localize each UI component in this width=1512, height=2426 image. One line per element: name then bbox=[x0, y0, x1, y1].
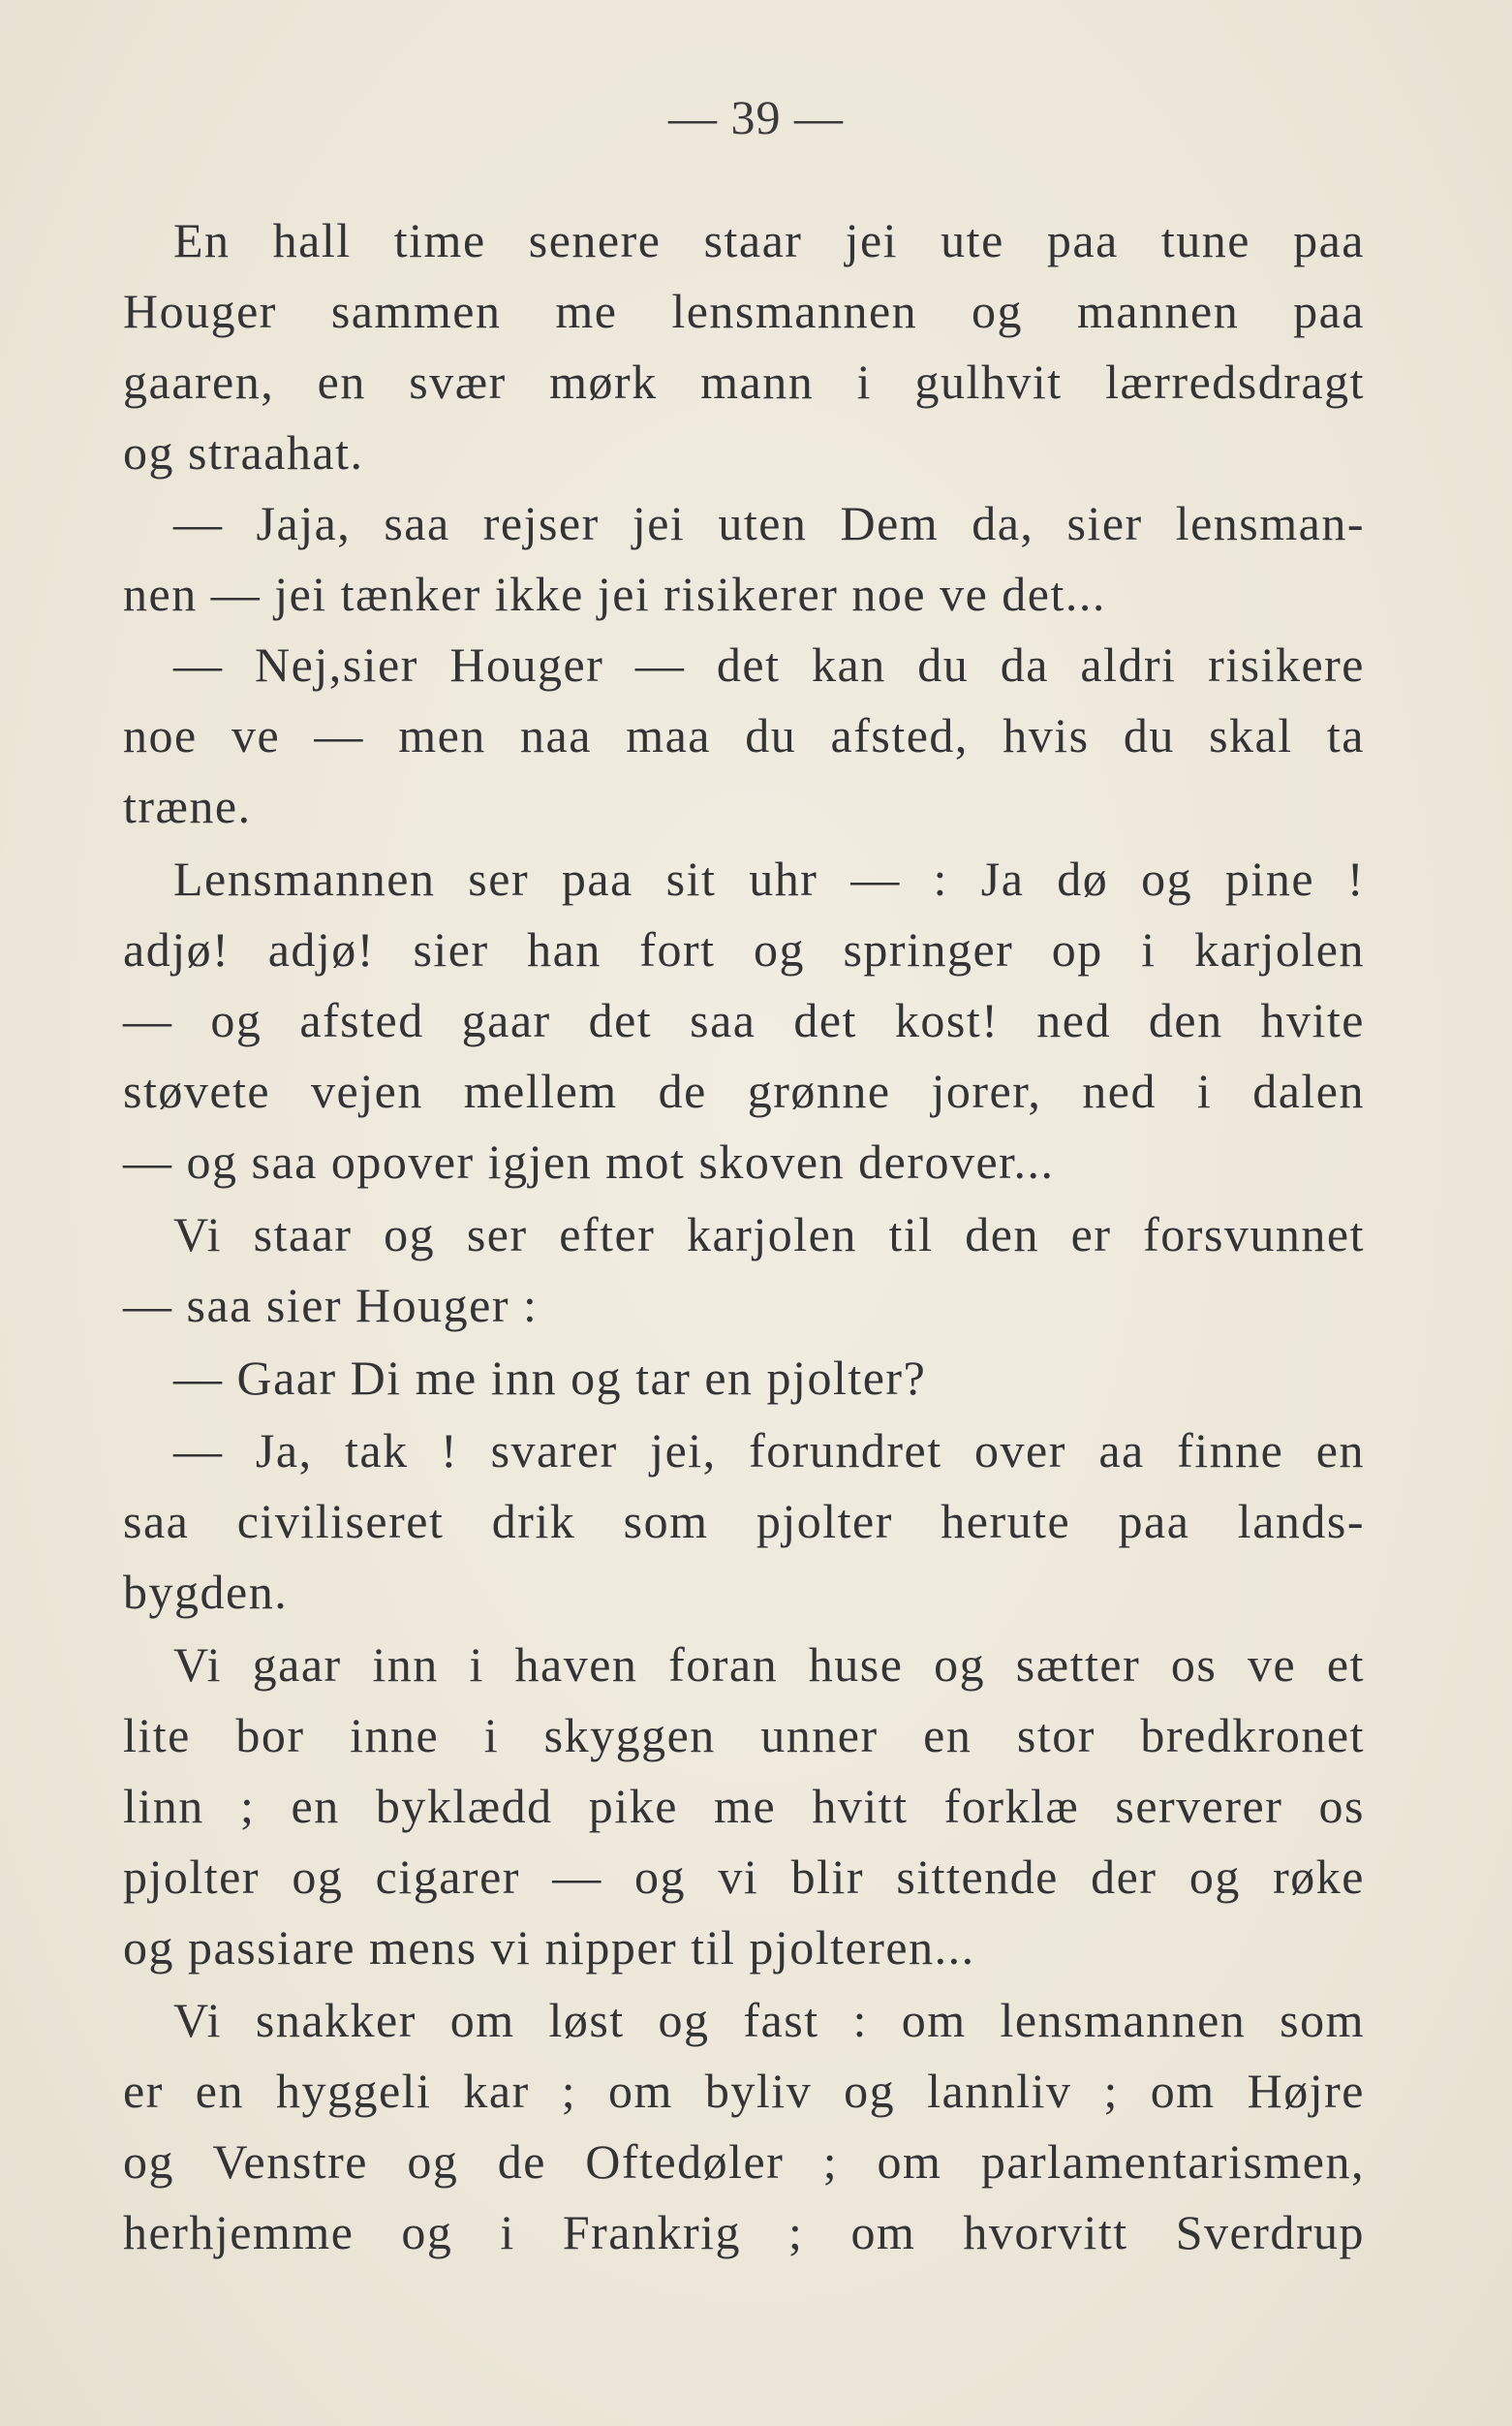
text-line: — saa sier Houger : bbox=[123, 1278, 539, 1332]
text-line: — Jaja, saa rejser jei uten Dem da, sier lensman- bbox=[173, 496, 1365, 550]
body-text bbox=[123, 205, 1365, 2268]
text-line: nen — jei tænker ikke jei risikerer noe ve det... bbox=[123, 567, 1106, 621]
text-line: Houger sammen me lensmannen og mannen paa bbox=[123, 284, 1365, 338]
text-line: — Ja, tak ! svarer jei, forundret over aa finne en bbox=[173, 1423, 1365, 1477]
paragraph bbox=[123, 1630, 1365, 1983]
paragraph bbox=[123, 205, 1365, 488]
paragraph bbox=[123, 1985, 1365, 2268]
text-line: og Venstre og de Oftedøler ; om parlamentarismen, bbox=[123, 2134, 1365, 2189]
text-line: lite bor inne i skyggen unner en stor bredkronet bbox=[123, 1708, 1365, 1762]
text-line: og passiare mens vi nipper til pjolteren... bbox=[123, 1920, 975, 1975]
paragraph bbox=[123, 1199, 1365, 1341]
text-line: — Gaar Di me inn og tar en pjolter? bbox=[173, 1351, 927, 1405]
text-line: — Nej,sier Houger — det kan du da aldri risikere bbox=[173, 638, 1365, 692]
text-line: Lensmannen ser paa sit uhr — : Ja dø og pine ! bbox=[173, 852, 1365, 906]
text-line: er en hyggeli kar ; om byliv og lannliv ; om Højre bbox=[123, 2064, 1365, 2118]
paragraph bbox=[123, 1343, 1365, 1414]
text-line: træne. bbox=[123, 779, 252, 833]
paragraph bbox=[123, 844, 1365, 1197]
text-line: Vi snakker om løst og fast : om lensmannen som bbox=[173, 1993, 1365, 2047]
text-line: bygden. bbox=[123, 1565, 289, 1619]
text-line: — og saa opover igjen mot skoven derover... bbox=[123, 1135, 1055, 1189]
page-number: — 39 — bbox=[668, 90, 844, 144]
text-line: En hall time senere staar jei ute paa tune paa bbox=[173, 213, 1365, 267]
text-line: pjolter og cigarer — og vi blir sittende der og røke bbox=[123, 1850, 1365, 1904]
text-line: gaaren, en svær mørk mann i gulhvit lærredsdragt bbox=[123, 355, 1365, 409]
text-line: adjø! adjø! sier han fort og springer op i karjolen bbox=[123, 922, 1365, 977]
text-line: saa civiliseret drik som pjolter herute paa lands- bbox=[123, 1494, 1365, 1548]
text-line: noe ve — men naa maa du afsted, hvis du skal ta bbox=[123, 708, 1365, 762]
paragraph bbox=[123, 630, 1365, 842]
text-line: linn ; en byklædd pike me hvitt forklæ serverer os bbox=[123, 1779, 1365, 1833]
text-line: — og afsted gaar det saa det kost! ned den hvite bbox=[123, 993, 1365, 1047]
text-line: Vi staar og ser efter karjolen til den er forsvunnet bbox=[173, 1207, 1365, 1261]
text-line: støvete vejen mellem de grønne jorer, ned i dalen bbox=[123, 1064, 1365, 1118]
text-line: og straahat. bbox=[123, 425, 364, 480]
text-line: herhjemme og i Frankrig ; om hvorvitt Sverdrup bbox=[123, 2205, 1365, 2259]
paragraph bbox=[123, 1415, 1365, 1628]
paragraph bbox=[123, 488, 1365, 630]
text-line: Vi gaar inn i haven foran huse og sætter os ve et bbox=[173, 1637, 1365, 1692]
